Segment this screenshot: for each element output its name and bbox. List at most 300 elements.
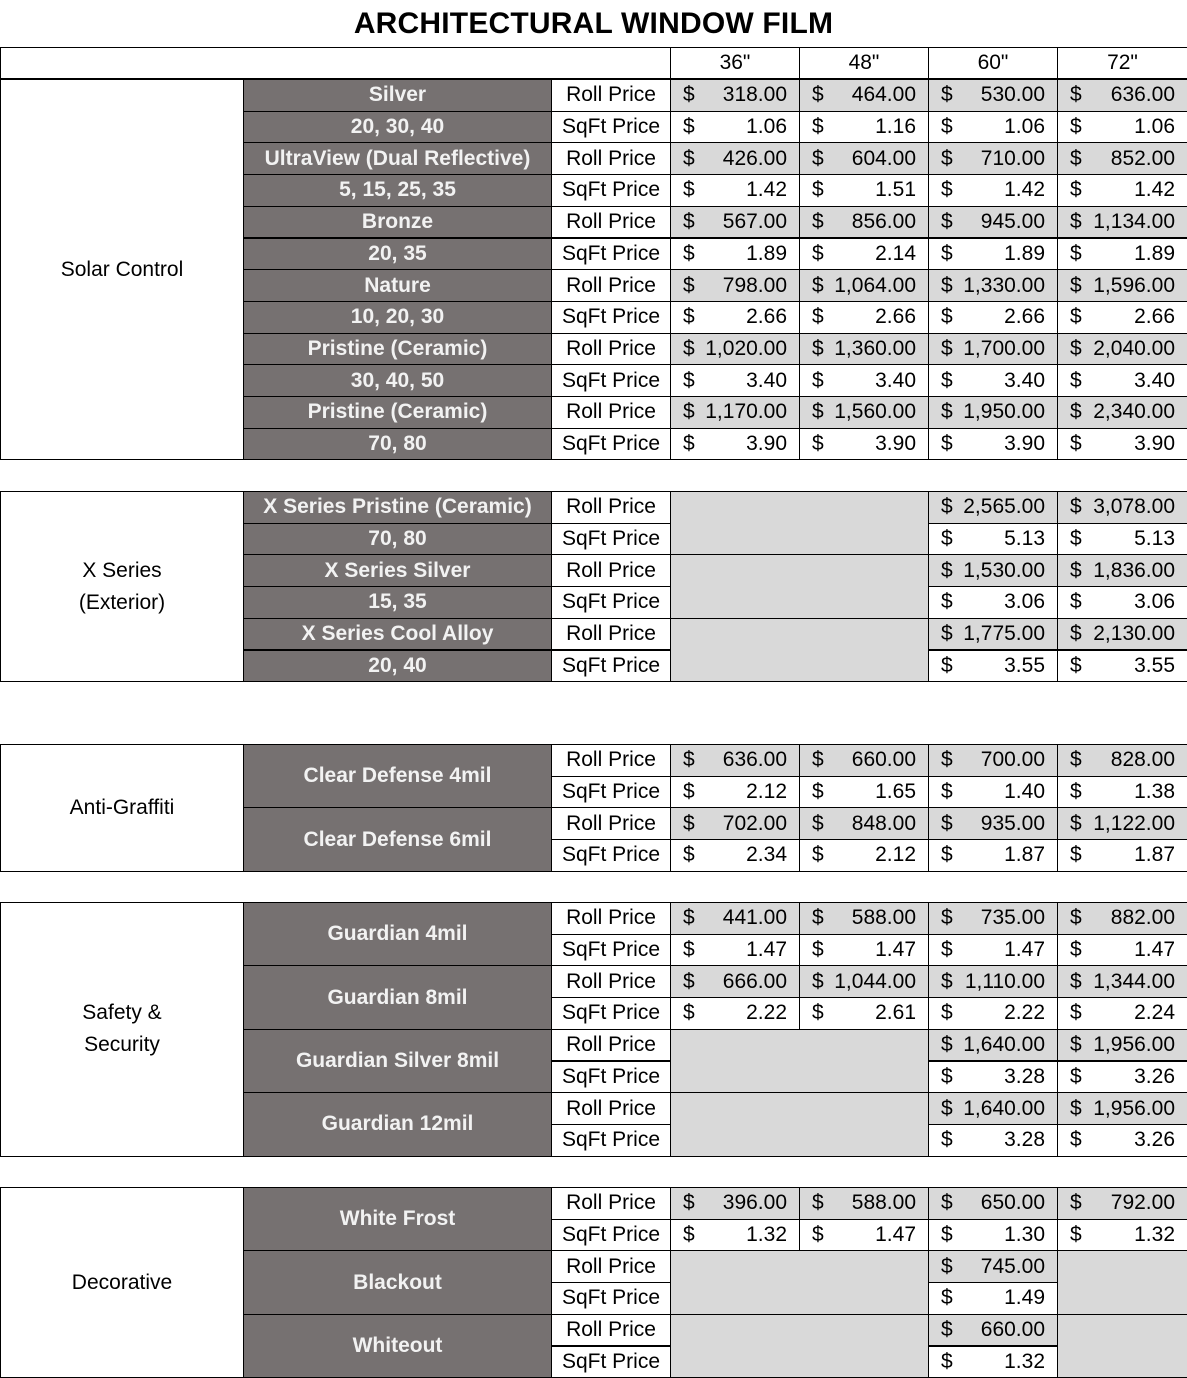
currency-symbol: $ xyxy=(683,748,695,772)
unavailable-cell xyxy=(1057,1250,1187,1314)
category-label xyxy=(82,997,161,1061)
category-label xyxy=(72,1267,172,1299)
roll-price-value xyxy=(1057,491,1187,524)
price-amount: 1.42 xyxy=(1004,178,1045,202)
sqft-price-value xyxy=(1057,839,1187,872)
currency-symbol: $ xyxy=(1070,938,1082,962)
price-amount: 2.14 xyxy=(875,242,916,266)
currency-symbol: $ xyxy=(941,527,953,551)
category-line: (Exterior) xyxy=(79,587,165,619)
product-name-label: Pristine (Ceramic) xyxy=(308,400,488,424)
sqft-price-text: SqFt Price xyxy=(562,1065,660,1089)
product-shades-label: 15, 35 xyxy=(368,590,426,614)
currency-symbol: $ xyxy=(812,432,824,456)
roll-price-value xyxy=(1057,1187,1187,1220)
product-shades xyxy=(243,428,552,461)
currency-symbol: $ xyxy=(812,812,824,836)
roll-price-text: Roll Price xyxy=(566,400,656,424)
price-amount: 1,950.00 xyxy=(963,400,1045,424)
roll-price-text: Roll Price xyxy=(566,1255,656,1279)
currency-symbol: $ xyxy=(812,748,824,772)
roll-price-text: Roll Price xyxy=(566,1191,656,1215)
price-amount: 735.00 xyxy=(981,906,1045,930)
roll-price-value xyxy=(928,1092,1058,1125)
currency-symbol: $ xyxy=(683,906,695,930)
price-amount: 798.00 xyxy=(723,274,787,298)
product-name xyxy=(243,554,552,587)
sqft-price-value xyxy=(799,301,929,334)
category-line: X Series xyxy=(79,555,165,587)
roll-price-value xyxy=(1057,554,1187,587)
price-amount: 1.47 xyxy=(1134,938,1175,962)
sqft-price-value xyxy=(1057,650,1187,683)
currency-symbol: $ xyxy=(941,590,953,614)
currency-symbol: $ xyxy=(941,1318,953,1342)
header-blank xyxy=(0,47,671,79)
roll-price-text: Roll Price xyxy=(566,559,656,583)
roll-price-value xyxy=(928,807,1058,840)
sqft-price-label xyxy=(551,174,671,207)
product-shades xyxy=(243,364,552,397)
currency-symbol: $ xyxy=(1070,147,1082,171)
currency-symbol: $ xyxy=(1070,970,1082,994)
currency-symbol: $ xyxy=(683,178,695,202)
roll-price-label xyxy=(551,618,671,651)
product-name xyxy=(243,333,552,366)
unavailable-cell xyxy=(670,1314,929,1378)
price-amount: 1,640.00 xyxy=(963,1097,1045,1121)
category-line: Decorative xyxy=(72,1267,172,1299)
price-amount: 318.00 xyxy=(723,83,787,107)
currency-symbol: $ xyxy=(1070,1033,1082,1057)
roll-price-value xyxy=(1057,142,1187,175)
price-amount: 1,700.00 xyxy=(963,337,1045,361)
sqft-price-text: SqFt Price xyxy=(562,115,660,139)
width-header-2 xyxy=(928,47,1058,79)
currency-symbol: $ xyxy=(1070,1097,1082,1121)
roll-price-text: Roll Price xyxy=(566,812,656,836)
currency-symbol: $ xyxy=(941,559,953,583)
currency-symbol: $ xyxy=(941,1255,953,1279)
sqft-price-value xyxy=(799,839,929,872)
roll-price-value xyxy=(799,142,929,175)
roll-price-label xyxy=(551,1250,671,1283)
price-amount: 3.55 xyxy=(1004,654,1045,678)
sqft-price-text: SqFt Price xyxy=(562,305,660,329)
price-amount: 567.00 xyxy=(723,210,787,234)
roll-price-value xyxy=(928,902,1058,935)
currency-symbol: $ xyxy=(812,369,824,393)
roll-price-value xyxy=(928,618,1058,651)
price-amount: 464.00 xyxy=(852,83,916,107)
sqft-price-value xyxy=(928,1219,1058,1252)
roll-price-value xyxy=(799,1187,929,1220)
roll-price-label xyxy=(551,1187,671,1220)
currency-symbol: $ xyxy=(812,83,824,107)
price-amount: 2.34 xyxy=(746,843,787,867)
roll-price-label xyxy=(551,965,671,998)
sqft-price-text: SqFt Price xyxy=(562,242,660,266)
currency-symbol: $ xyxy=(1070,274,1082,298)
product-name-label: X Series Silver xyxy=(325,559,471,583)
sqft-price-text: SqFt Price xyxy=(562,780,660,804)
sqft-price-value xyxy=(670,111,800,144)
price-amount: 1,344.00 xyxy=(1093,970,1175,994)
sqft-price-value xyxy=(1057,111,1187,144)
product-name xyxy=(243,491,552,524)
unavailable-cell xyxy=(670,1029,929,1093)
sqft-price-label xyxy=(551,776,671,809)
width-header-3 xyxy=(1057,47,1187,79)
price-amount: 3,078.00 xyxy=(1093,495,1175,519)
sqft-price-value xyxy=(670,934,800,967)
sqft-price-label xyxy=(551,523,671,556)
sqft-price-value xyxy=(670,364,800,397)
price-amount: 2.66 xyxy=(1004,305,1045,329)
roll-price-value xyxy=(1057,744,1187,777)
currency-symbol: $ xyxy=(683,115,695,139)
currency-symbol: $ xyxy=(941,115,953,139)
currency-symbol: $ xyxy=(683,369,695,393)
roll-price-value xyxy=(1057,1092,1187,1125)
product-shades-label: 30, 40, 50 xyxy=(351,369,444,393)
roll-price-text: Roll Price xyxy=(566,147,656,171)
price-amount: 636.00 xyxy=(723,748,787,772)
price-amount: 1.06 xyxy=(1004,115,1045,139)
price-amount: 856.00 xyxy=(852,210,916,234)
currency-symbol: $ xyxy=(941,1350,953,1374)
price-amount: 1,330.00 xyxy=(963,274,1045,298)
price-amount: 1,530.00 xyxy=(963,559,1045,583)
product-name xyxy=(243,807,552,871)
currency-symbol: $ xyxy=(1070,906,1082,930)
price-amount: 3.26 xyxy=(1134,1128,1175,1152)
category-line: Solar Control xyxy=(61,254,184,286)
currency-symbol: $ xyxy=(941,654,953,678)
currency-symbol: $ xyxy=(941,843,953,867)
product-name xyxy=(243,744,552,808)
price-amount: 3.28 xyxy=(1004,1065,1045,1089)
sqft-price-label xyxy=(551,428,671,461)
currency-symbol: $ xyxy=(941,178,953,202)
currency-symbol: $ xyxy=(941,1128,953,1152)
roll-price-label xyxy=(551,744,671,777)
price-amount: 2,130.00 xyxy=(1093,622,1175,646)
currency-symbol: $ xyxy=(812,147,824,171)
price-amount: 1.47 xyxy=(875,938,916,962)
roll-price-value xyxy=(928,142,1058,175)
roll-price-label xyxy=(551,142,671,175)
price-amount: 1.06 xyxy=(746,115,787,139)
currency-symbol: $ xyxy=(683,400,695,424)
price-amount: 1.87 xyxy=(1004,843,1045,867)
currency-symbol: $ xyxy=(683,970,695,994)
roll-price-value xyxy=(670,206,800,239)
roll-price-value xyxy=(928,1029,1058,1062)
price-amount: 2,040.00 xyxy=(1093,337,1175,361)
roll-price-value xyxy=(1057,79,1187,112)
currency-symbol: $ xyxy=(941,495,953,519)
sqft-price-value xyxy=(928,111,1058,144)
sqft-price-value xyxy=(1057,364,1187,397)
width-header-1 xyxy=(799,47,929,79)
price-amount: 1.51 xyxy=(875,178,916,202)
price-amount: 1.06 xyxy=(1134,115,1175,139)
price-amount: 396.00 xyxy=(723,1191,787,1215)
roll-price-text: Roll Price xyxy=(566,337,656,361)
currency-symbol: $ xyxy=(1070,1001,1082,1025)
price-amount: 2.66 xyxy=(1134,305,1175,329)
price-amount: 1.89 xyxy=(746,242,787,266)
product-name xyxy=(243,1092,552,1156)
currency-symbol: $ xyxy=(812,115,824,139)
currency-symbol: $ xyxy=(812,843,824,867)
sqft-price-value xyxy=(928,934,1058,967)
currency-symbol: $ xyxy=(1070,83,1082,107)
currency-symbol: $ xyxy=(1070,400,1082,424)
category-cell xyxy=(0,491,244,682)
price-amount: 2.12 xyxy=(875,843,916,867)
sqft-price-value xyxy=(1057,523,1187,556)
sqft-price-value xyxy=(670,301,800,334)
currency-symbol: $ xyxy=(941,1033,953,1057)
category-label xyxy=(70,792,175,824)
price-amount: 2.24 xyxy=(1134,1001,1175,1025)
currency-symbol: $ xyxy=(683,1223,695,1247)
sqft-price-label xyxy=(551,1346,671,1378)
roll-price-value xyxy=(670,807,800,840)
product-shades xyxy=(243,111,552,144)
roll-price-value xyxy=(928,491,1058,524)
category-cell xyxy=(0,1187,244,1378)
product-name-label: Silver xyxy=(369,83,426,107)
currency-symbol: $ xyxy=(812,178,824,202)
sqft-price-label xyxy=(551,586,671,619)
currency-symbol: $ xyxy=(683,812,695,836)
roll-price-value xyxy=(1057,333,1187,366)
currency-symbol: $ xyxy=(1070,654,1082,678)
currency-symbol: $ xyxy=(683,938,695,962)
roll-price-value xyxy=(928,396,1058,429)
price-amount: 1,596.00 xyxy=(1093,274,1175,298)
price-amount: 1,956.00 xyxy=(1093,1097,1175,1121)
roll-price-label xyxy=(551,554,671,587)
currency-symbol: $ xyxy=(1070,590,1082,614)
currency-symbol: $ xyxy=(812,970,824,994)
price-amount: 2.66 xyxy=(746,305,787,329)
sqft-price-text: SqFt Price xyxy=(562,843,660,867)
currency-symbol: $ xyxy=(941,970,953,994)
unavailable-cell xyxy=(670,491,929,555)
price-amount: 3.40 xyxy=(746,369,787,393)
sqft-price-value xyxy=(799,934,929,967)
width-header-label: 36" xyxy=(720,51,751,74)
product-name-label: Blackout xyxy=(353,1271,442,1295)
sqft-price-value xyxy=(928,839,1058,872)
currency-symbol: $ xyxy=(1070,527,1082,551)
currency-symbol: $ xyxy=(812,337,824,361)
sqft-price-value xyxy=(928,586,1058,619)
currency-symbol: $ xyxy=(812,1001,824,1025)
unavailable-cell xyxy=(1057,1314,1187,1378)
price-amount: 1,956.00 xyxy=(1093,1033,1175,1057)
currency-symbol: $ xyxy=(1070,1128,1082,1152)
price-amount: 700.00 xyxy=(981,748,1045,772)
product-name-label: Guardian Silver 8mil xyxy=(296,1049,499,1073)
currency-symbol: $ xyxy=(812,938,824,962)
sqft-price-value xyxy=(670,428,800,461)
roll-price-label xyxy=(551,206,671,239)
sqft-price-text: SqFt Price xyxy=(562,527,660,551)
roll-price-value xyxy=(1057,1029,1187,1062)
roll-price-value xyxy=(928,333,1058,366)
product-shades xyxy=(243,650,552,683)
currency-symbol: $ xyxy=(683,147,695,171)
currency-symbol: $ xyxy=(1070,622,1082,646)
roll-price-value xyxy=(928,206,1058,239)
page-title: ARCHITECTURAL WINDOW FILM xyxy=(0,4,1187,44)
price-amount: 588.00 xyxy=(852,906,916,930)
price-amount: 3.55 xyxy=(1134,654,1175,678)
currency-symbol: $ xyxy=(941,147,953,171)
price-amount: 3.90 xyxy=(1004,432,1045,456)
sqft-price-label xyxy=(551,238,671,271)
currency-symbol: $ xyxy=(941,337,953,361)
currency-symbol: $ xyxy=(683,432,695,456)
price-amount: 1.89 xyxy=(1134,242,1175,266)
sqft-price-value xyxy=(799,997,929,1030)
price-amount: 588.00 xyxy=(852,1191,916,1215)
roll-price-value xyxy=(799,902,929,935)
roll-price-value xyxy=(799,206,929,239)
sqft-price-text: SqFt Price xyxy=(562,178,660,202)
price-amount: 1,110.00 xyxy=(965,970,1045,994)
sqft-price-text: SqFt Price xyxy=(562,369,660,393)
sqft-price-label xyxy=(551,1124,671,1157)
currency-symbol: $ xyxy=(1070,495,1082,519)
price-amount: 2.66 xyxy=(875,305,916,329)
sqft-price-value xyxy=(928,428,1058,461)
category-label xyxy=(61,254,184,286)
product-name xyxy=(243,965,552,1029)
currency-symbol: $ xyxy=(941,274,953,298)
product-name-label: X Series Pristine (Ceramic) xyxy=(263,495,531,519)
width-header-label: 60" xyxy=(978,51,1009,74)
sqft-price-value xyxy=(928,364,1058,397)
product-shades xyxy=(243,238,552,271)
product-shades-label: 20, 30, 40 xyxy=(351,115,444,139)
roll-price-value xyxy=(670,269,800,302)
price-amount: 3.90 xyxy=(1134,432,1175,456)
sqft-price-value xyxy=(670,174,800,207)
price-amount: 3.40 xyxy=(1134,369,1175,393)
category-cell xyxy=(0,902,244,1157)
roll-price-value xyxy=(670,744,800,777)
currency-symbol: $ xyxy=(1070,843,1082,867)
sqft-price-value xyxy=(1057,174,1187,207)
price-amount: 1,134.00 xyxy=(1093,210,1175,234)
sqft-price-text: SqFt Price xyxy=(562,938,660,962)
price-amount: 792.00 xyxy=(1111,1191,1175,1215)
currency-symbol: $ xyxy=(941,780,953,804)
price-amount: 3.90 xyxy=(746,432,787,456)
sqft-price-value xyxy=(928,301,1058,334)
roll-price-text: Roll Price xyxy=(566,748,656,772)
sqft-price-value xyxy=(1057,428,1187,461)
currency-symbol: $ xyxy=(1070,432,1082,456)
product-name xyxy=(243,1250,552,1314)
price-amount: 1.42 xyxy=(746,178,787,202)
price-amount: 650.00 xyxy=(981,1191,1045,1215)
currency-symbol: $ xyxy=(683,274,695,298)
currency-symbol: $ xyxy=(812,305,824,329)
price-amount: 2.22 xyxy=(1004,1001,1045,1025)
currency-symbol: $ xyxy=(941,1001,953,1025)
product-shades-label: 70, 80 xyxy=(368,527,426,551)
roll-price-value xyxy=(1057,902,1187,935)
price-amount: 5.13 xyxy=(1004,527,1045,551)
price-amount: 1.47 xyxy=(875,1223,916,1247)
product-name-label: Guardian 4mil xyxy=(327,922,467,946)
sqft-price-value xyxy=(799,1219,929,1252)
currency-symbol: $ xyxy=(941,242,953,266)
currency-symbol: $ xyxy=(941,812,953,836)
price-amount: 1.42 xyxy=(1134,178,1175,202)
price-amount: 1.16 xyxy=(875,115,916,139)
unavailable-cell xyxy=(670,1250,929,1314)
sqft-price-value xyxy=(1057,1219,1187,1252)
currency-symbol: $ xyxy=(683,337,695,361)
roll-price-value xyxy=(799,965,929,998)
price-amount: 1.38 xyxy=(1134,780,1175,804)
price-amount: 702.00 xyxy=(723,812,787,836)
price-amount: 3.40 xyxy=(1004,369,1045,393)
sqft-price-value xyxy=(670,1219,800,1252)
currency-symbol: $ xyxy=(812,400,824,424)
roll-price-value xyxy=(1057,618,1187,651)
sqft-price-text: SqFt Price xyxy=(562,590,660,614)
product-name-label: Guardian 8mil xyxy=(327,986,467,1010)
roll-price-value xyxy=(928,1250,1058,1283)
category-cell xyxy=(0,79,244,460)
price-amount: 3.06 xyxy=(1004,590,1045,614)
roll-price-value xyxy=(799,396,929,429)
sqft-price-value xyxy=(670,997,800,1030)
roll-price-text: Roll Price xyxy=(566,274,656,298)
price-amount: 1,122.00 xyxy=(1093,812,1175,836)
product-shades-label: 20, 35 xyxy=(368,242,426,266)
roll-price-value xyxy=(928,79,1058,112)
roll-price-value xyxy=(928,554,1058,587)
product-name xyxy=(243,1029,552,1093)
currency-symbol: $ xyxy=(812,274,824,298)
roll-price-value xyxy=(1057,396,1187,429)
price-amount: 1.32 xyxy=(1134,1223,1175,1247)
currency-symbol: $ xyxy=(941,906,953,930)
product-name-label: Guardian 12mil xyxy=(322,1112,474,1136)
roll-price-label xyxy=(551,491,671,524)
currency-symbol: $ xyxy=(941,1065,953,1089)
price-amount: 3.26 xyxy=(1134,1065,1175,1089)
price-amount: 3.90 xyxy=(875,432,916,456)
product-shades-label: 20, 40 xyxy=(368,654,426,678)
sqft-price-text: SqFt Price xyxy=(562,1350,660,1374)
roll-price-text: Roll Price xyxy=(566,622,656,646)
sqft-price-value xyxy=(799,174,929,207)
price-amount: 636.00 xyxy=(1111,83,1175,107)
unavailable-cell xyxy=(670,618,929,682)
category-label xyxy=(79,555,165,619)
